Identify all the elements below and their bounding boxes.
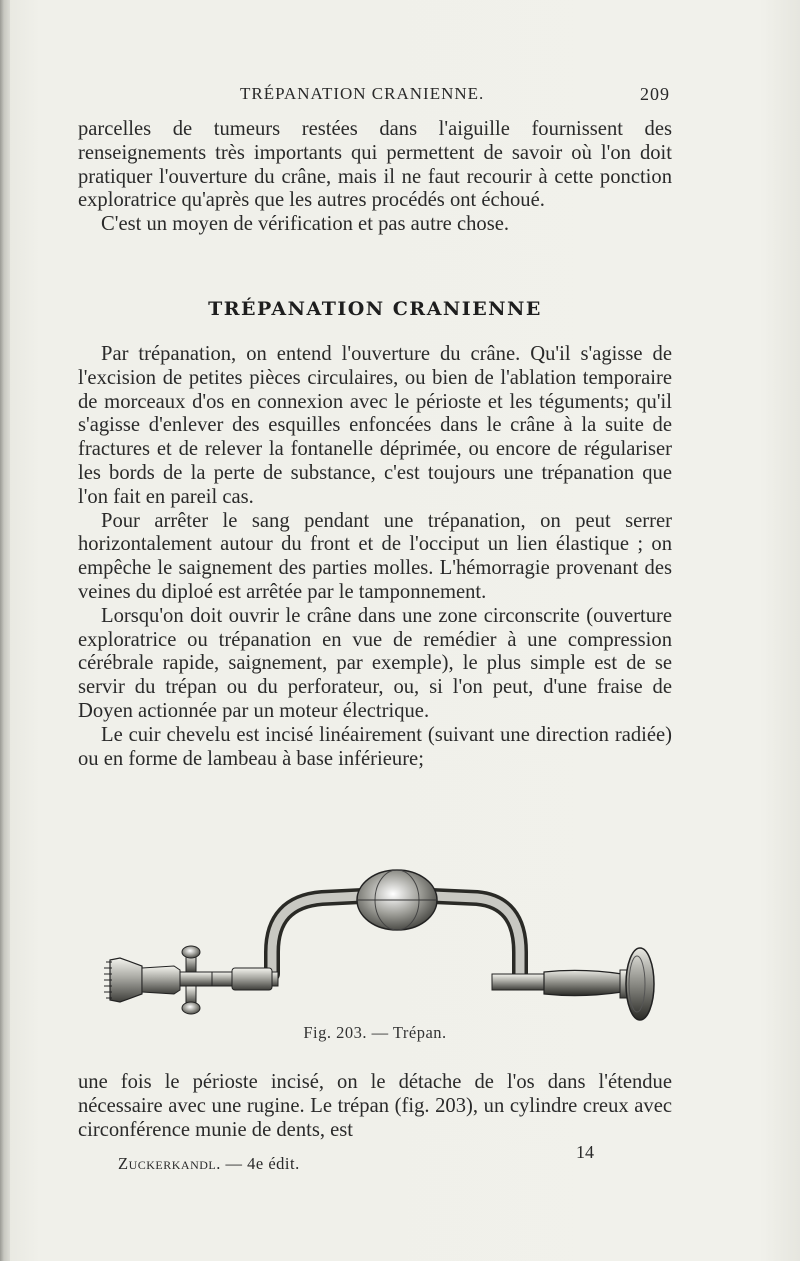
paragraph: C'est un moyen de vérification et pas autre chose. bbox=[101, 213, 510, 236]
running-header-title: TRÉPANATION CRANIENNE. bbox=[240, 84, 485, 103]
page-binding-edge bbox=[0, 0, 10, 1261]
paragraph: une fois le périoste incisé, on le détache de l'os dans l'étendue nécessaire avec une rugine. Le trépan (fig. 203), un cylindre creux avec circonférence munie de dents, est bbox=[78, 1071, 672, 1141]
paragraph: Lorsqu'on doit ouvrir le crâne dans une zone circonscrite (ouverture exploratrice ou trépanation en vue de remédier à une compression cérébrale rapide, saignement, par exemple), le plus simple est de se servir du trépan ou du perforateur, ou, si l'on peut, d'une fraise de Doyen actionnée par un moteur électrique. bbox=[78, 604, 672, 722]
paragraph: parcelles de tumeurs restées dans l'aiguille fournissent des renseignements très importants qui permettent de savoir où l'on doit pratiquer l'ouverture du crâne, mais il ne faut recourir à cette ponction exploratrice qu'après que les autres procédés ont échoué. bbox=[78, 118, 672, 212]
intro-text-block bbox=[78, 118, 672, 237]
paragraph: Par trépanation, on entend l'ouverture du crâne. Qu'il s'agisse de l'excision de petites pièces circulaires, ou bien de l'ablation temporaire de morceaux d'os en connexion avec le périoste et les téguments; qu'il s'agisse d'enlever des esquilles enfoncées dans le crâne à la suite de fractures et de relever la fontanelle déprimée, ou encore de régulariser les bords de la perte de substance, c'est toujours une trépanation que l'on fait en pareil cas. bbox=[78, 343, 672, 508]
trephine-figure bbox=[92, 862, 662, 1027]
paragraph: Pour arrêter le sang pendant une trépanation, on peut serrer horizontalement autour du front et de l'occiput un lien élastique ; on empêche le saignement des parties molles. L'hémorragie provenant des veines du diploé est arrêtée par le tamponnement. bbox=[78, 509, 672, 603]
footer-author: Zuckerkandl. bbox=[118, 1154, 221, 1173]
footer-imprint bbox=[118, 1154, 300, 1174]
continuation-text-block bbox=[78, 1071, 672, 1142]
section-heading: TRÉPANATION CRANIENNE bbox=[208, 298, 542, 320]
figure-caption: Fig. 203. — Trépan. bbox=[303, 1023, 447, 1042]
trephine-brace-illustration bbox=[92, 862, 662, 1027]
running-header bbox=[80, 84, 670, 108]
paragraph: Le cuir chevelu est incisé linéairement (suivant une direction radiée) ou en forme de lambeau à base inférieure; bbox=[78, 723, 672, 770]
section-text-block bbox=[78, 343, 672, 771]
footer-edition: — 4e édit. bbox=[225, 1154, 300, 1173]
signature-mark: 14 bbox=[576, 1142, 594, 1162]
page-number: 209 bbox=[640, 84, 670, 104]
